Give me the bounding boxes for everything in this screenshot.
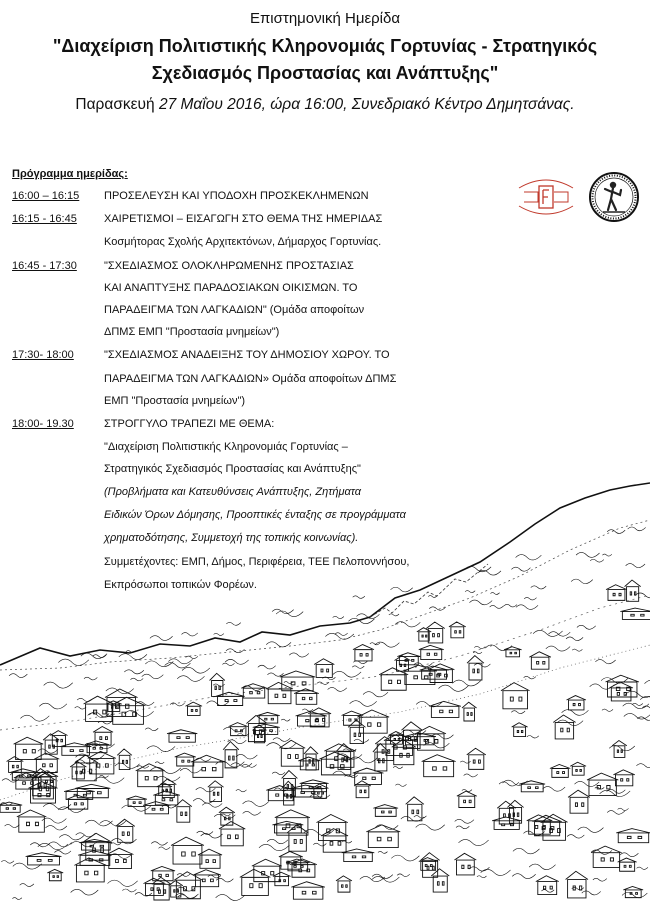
vegetation-sketch [511,567,530,571]
vegetation-sketch [267,673,283,676]
vegetation-sketch [531,586,546,589]
house-sketch [107,848,134,868]
vegetation-sketch [635,593,650,598]
vegetation-sketch [462,789,472,791]
slot-text: Συμμετέχοντες: ΕΜΠ, Δήμος, Περιφέρεια, ΤΕΕ Πελοποννήσου, [104,556,410,568]
vegetation-sketch [216,894,245,900]
house-sketch [357,710,389,733]
house-sketch [308,708,331,727]
house-sketch [273,872,291,885]
slot-text: χρηματοδότησης, Συμμετοχή της τοπικής κοινωνίας). [104,532,359,544]
house-sketch [257,712,280,723]
vegetation-sketch [473,652,482,654]
house-sketch [171,837,204,864]
vegetation-sketch [20,715,49,721]
house-sketch [620,608,650,619]
vegetation-sketch [276,611,303,617]
house-sketch [501,683,530,709]
vegetation-sketch [464,774,478,777]
slot-text: (Προβλήματα και Κατευθύνσεις Ανάπτυξης, Ζητήματα [104,486,361,498]
vegetation-sketch [607,811,625,815]
vegetation-sketch [177,676,204,682]
house-sketch [449,622,466,638]
vegetation-sketch [571,579,593,584]
vegetation-sketch [516,555,542,560]
slot-time: 16:00 – 16:15 [12,190,80,202]
vegetation-sketch [574,781,599,786]
house-sketch [373,805,398,817]
vegetation-sketch [618,808,629,810]
event-date [0,96,650,114]
vegetation-sketch [180,768,202,772]
vegetation-sketch [542,787,565,792]
house-sketch [454,853,476,875]
vegetation-sketch [504,604,517,607]
vegetation-sketch [566,637,583,641]
vegetation-sketch [626,564,645,568]
vegetation-sketch [12,898,21,900]
house-sketch [117,749,132,770]
house-sketch [550,765,570,778]
vegetation-sketch [272,609,294,614]
vegetation-sketch [193,799,215,804]
vegetation-sketch [108,880,138,886]
vegetation-sketch [363,692,388,697]
house-sketch [354,781,371,798]
date-details: 27 Μαΐου 2016, ώρα 16:00, Συνεδριακό Κέντρο Δημητσάνας. [158,96,575,113]
house-sketch [14,737,44,759]
house-sketch [353,645,374,661]
vegetation-sketch [196,788,216,792]
house-sketch [529,652,551,669]
vegetation-sketch [75,707,86,709]
vegetation-sketch [202,803,222,807]
vegetation-sketch [1,861,14,864]
vegetation-sketch [513,848,540,854]
house-sketch [373,744,389,771]
vegetation-sketch [397,874,410,877]
house-sketch [136,764,165,787]
vegetation-sketch [455,819,474,823]
house-sketch [616,829,650,843]
vegetation-sketch [533,630,563,636]
vegetation-sketch [395,622,420,627]
vegetation-sketch [124,711,153,717]
house-sketch [606,585,627,601]
vegetation-sketch [546,646,570,651]
vegetation-sketch [94,777,124,783]
vegetation-sketch [195,758,210,761]
vegetation-sketch [395,784,406,786]
vegetation-sketch [499,782,519,786]
vegetation-sketch [197,831,213,834]
vegetation-sketch [124,670,144,674]
vegetation-sketch [59,835,84,840]
vegetation-sketch [222,663,234,666]
house-sketch [208,781,224,802]
vegetation-sketch [595,660,615,664]
house-sketch [186,702,203,715]
house-sketch [34,753,59,772]
village-hillside-illustration [0,480,650,903]
vegetation-sketch [44,682,73,688]
house-sketch [568,790,590,813]
vegetation-sketch [136,702,154,706]
vegetation-sketch [333,616,344,618]
house-sketch [287,825,308,851]
vegetation-sketch [391,587,413,592]
vegetation-sketch [243,811,261,815]
slot-text: Εκπρόσωποι τοπικών Φορέων. [104,579,257,591]
vegetation-sketch [84,677,97,680]
house-sketch [78,851,112,866]
house-sketch [567,696,586,710]
vegetation-sketch [145,728,158,731]
house-sketch [566,871,588,898]
vegetation-sketch [354,739,369,742]
house-sketch [467,656,484,680]
vegetation-sketch [622,893,647,898]
slot-time: 16:15 - 16:45 [12,213,77,225]
house-sketch [618,858,637,871]
slot-time: 17:30- 18:00 [12,349,74,361]
slot-text: Ειδικών Όρων Δόμησης, Προοπτικές ένταξης σε προγράμματα [104,509,406,521]
house-sketch [143,802,170,814]
vegetation-sketch [258,665,276,669]
vegetation-sketch [620,853,638,857]
vegetation-sketch [186,656,198,659]
house-sketch [84,696,114,721]
house-sketch [342,849,375,862]
vegetation-sketch [266,642,291,647]
vegetation-sketch [48,842,71,847]
vegetation-sketch [393,767,403,769]
slot-text: Κοσμήτορας Σχολής Αρχιτεκτόνων, Δήμαρχος Γορτυνίας. [104,236,382,248]
vegetation-sketch [474,646,485,648]
vegetation-sketch [272,772,285,775]
house-sketch [316,815,347,841]
vegetation-sketch [582,891,601,895]
vegetation-sketch [372,876,400,882]
vegetation-sketch [438,685,468,691]
vegetation-sketch [512,874,535,879]
house-sketch [174,872,202,899]
house-sketch [93,726,113,745]
house-sketch [7,757,24,773]
house-sketch [0,802,22,812]
vegetation-sketch [289,653,309,657]
vegetation-sketch [353,596,365,599]
event-subtitle: Επιστημονική Ημερίδα [249,10,401,27]
vegetation-sketch [155,762,164,764]
house-sketch [587,773,618,795]
vegetation-sketch [333,671,361,677]
vegetation-sketch [349,757,377,763]
vegetation-sketch [302,709,313,711]
house-sketch [167,730,197,742]
vegetation-sketch [637,867,648,869]
vegetation-sketch [342,841,352,843]
slot-text: ΚΑΙ ΑΝΑΠΤΥΞΗΣ ΠΑΡΑΔΟΣΙΑΚΩΝ ΟΙΚΙΣΜΩΝ. ΤΟ [104,282,358,294]
vegetation-sketch [644,680,650,686]
vegetation-sketch [54,851,71,854]
house-sketch [223,742,239,768]
houses-group [0,527,650,901]
vegetation-sketch [122,889,136,892]
vegetation-sketch [478,570,501,575]
slot-text: "ΣΧΕΔΙΑΣΜΟΣ ΟΛΟΚΛΗΡΩΜΕΝΗΣ ΠΡΟΣΤΑΣΙΑΣ [104,260,354,272]
house-sketch [429,701,461,717]
house-sketch [553,715,575,739]
vegetation-sketch [572,649,582,651]
vegetation-sketch [150,636,173,641]
house-sketch [431,869,449,892]
house-sketch [570,762,586,775]
vegetation-sketch [5,824,20,827]
slot-text: Στρατηγικός Σχεδιασμός Προστασίας και Ανάπτυξης" [104,463,361,475]
vegetation-sketch [9,674,27,678]
vegetation-sketch [350,701,377,707]
vegetation-sketch [452,680,480,686]
slot-text: ΔΠΜΣ ΕΜΠ "Προστασία μνημείων") [104,326,280,338]
vegetation-sketch [259,844,290,850]
house-sketch [519,781,545,792]
vegetation-sketch [636,764,650,768]
vegetation-sketch [590,684,615,689]
house-sketch [389,732,405,745]
house-sketch [336,876,352,892]
vegetation-sketch [182,667,210,673]
vegetation-sketch [130,678,143,681]
vegetation-sketch [226,622,241,625]
vegetation-sketch [578,827,604,832]
slot-text: "ΣΧΕΔΙΑΣΜΟΣ ΑΝΑΔΕΙΞΗΣ ΤΟΥ ΔΗΜΟΣΙΟΥ ΧΩΡΟΥ. ΤΟ [104,349,390,361]
house-sketch [462,702,477,721]
vegetation-sketch [142,674,164,678]
vegetation-sketch [273,738,290,742]
vegetation-sketch [43,804,71,810]
vegetation-sketch [122,805,151,811]
vegetation-sketch [42,818,66,823]
vegetation-sketch [602,554,611,556]
vegetation-sketch [20,884,34,887]
vegetation-sketch [159,847,171,849]
vegetation-sketch [145,661,173,667]
slot-text: ΠΡΟΣΕΛΕΥΣΗ ΚΑΙ ΥΠΟΔΟΧΗ ΠΡΟΣΚΕΚΛΗΜΕΝΩΝ [104,190,369,202]
vegetation-sketch [267,839,288,843]
house-sketch [291,882,324,899]
vegetation-sketch [469,600,492,605]
house-sketch [512,723,528,737]
vegetation-sketch [214,633,224,635]
vegetation-sketch [529,864,555,870]
slot-text: ΠΑΡΑΔΕΙΓΜΑ ΤΩΝ ΛΑΓΚΑΔΙΩΝ» Ομάδα αποφοίτων ΔΠΜΣ [104,373,397,385]
house-sketch [216,692,245,705]
vegetation-sketch [511,711,525,714]
house-sketch [50,731,67,747]
vegetation-sketch [243,801,269,806]
house-sketch [314,659,334,678]
house-sketch [625,580,641,601]
vegetation-sketch [389,614,399,616]
event-title-line1: "Διαχείριση Πολιτιστικής Κληρονομιάς Γορτυνίας - Στρατηγικός [52,36,598,56]
slot-text: "Διαχείριση Πολιτιστικής Κληρονομιάς Γορτυνίας – [104,441,348,453]
house-sketch [67,795,90,809]
slot-text: ΠΑΡΑΔΕΙΓΜΑ ΤΩΝ ΛΑΓΚΑΔΙΩΝ" (Ομάδα αποφοίτων [104,304,365,316]
vegetation-sketch [593,878,607,881]
vegetation-sketch [119,654,147,660]
house-sketch [266,682,293,703]
date-prefix: Παρασκευή [75,96,159,113]
vegetation-sketch [567,835,584,839]
vegetation-sketch [151,842,167,845]
house-sketch [191,755,225,777]
slot-text: ΧΑΙΡΕΤΙΣΜΟΙ – ΕΙΣΑΓΩΓΗ ΣΤΟ ΘΕΜΑ ΤΗΣ ΗΜΕΡΙΔΑΣ [104,213,383,225]
vegetation-sketch [465,591,475,593]
vegetation-sketch [313,843,326,846]
vegetation-sketch [226,649,245,653]
vegetation-sketch [591,850,612,854]
vegetation-sketch [458,839,488,845]
house-sketch [240,869,271,895]
vegetation-sketch [150,767,181,773]
vegetation-sketch [607,530,625,534]
house-sketch [612,741,627,758]
vegetation-sketch [562,710,589,716]
ntua-seal-logo [588,168,640,226]
vegetation-sketch [181,633,197,636]
vegetation-sketch [477,876,487,878]
vegetation-sketch [469,867,490,871]
vegetation-sketch [429,607,445,610]
vegetation-sketch [328,687,347,691]
vegetation-sketch [236,790,247,792]
vegetation-sketch [602,709,613,711]
vegetation-sketch [516,605,538,610]
vegetation-sketch [576,552,599,557]
vegetation-sketch [370,643,380,645]
vegetation-sketch [147,746,175,752]
vegetation-sketch [490,605,504,608]
house-sketch [457,791,477,807]
vegetation-sketch [201,834,223,839]
vegetation-sketch [115,763,140,768]
vegetation-sketch [391,855,419,861]
vegetation-sketch [378,851,387,853]
house-sketch [17,810,47,832]
vegetation-sketch [111,843,121,845]
vegetation-sketch [39,703,67,709]
vegetation-sketch [45,826,66,830]
vegetation-sketch [490,593,499,595]
vegetation-sketch [352,666,364,669]
vegetation-sketch [325,633,353,639]
slot-time: 18:00- 19.30 [12,418,74,430]
house-sketch [279,740,305,766]
house-sketch [504,647,522,657]
slot-time: 16:45 - 17:30 [12,260,77,272]
slot-text: ΣΤΡΟΓΓΥΛΟ ΤΡΑΠΕΖΙ ΜΕ ΘΕΜΑ: [104,418,275,430]
house-sketch [623,886,643,897]
vegetation-sketch [236,754,258,758]
house-sketch [210,673,225,696]
house-sketch [47,869,63,880]
vegetation-sketch [81,653,107,658]
house-sketch [467,748,486,769]
house-sketch [417,628,431,641]
vegetation-sketch [624,713,650,719]
event-title-line2: Σχεδιασμός Προστασίας και Ανάπτυξης" [151,63,499,83]
program-label: Πρόγραμμα ημερίδας: [12,168,128,180]
vegetation-sketch [58,659,88,665]
slot-text: ΕΜΠ "Προστασία μνημείων") [104,395,246,407]
house-sketch [169,881,183,897]
vegetation-sketch [590,559,604,562]
house-sketch [591,846,621,867]
house-sketch [422,755,456,777]
house-sketch [419,645,444,659]
vegetation-sketch [456,826,469,829]
vegetation-sketch [375,642,399,647]
house-sketch [43,734,59,754]
architecture-school-logo [516,168,576,226]
vegetation-sketch [416,824,445,830]
vegetation-sketch [595,787,604,789]
vegetation-sketch [527,736,539,738]
vegetation-sketch [541,890,554,893]
vegetation-sketch [225,659,249,664]
vegetation-sketch [577,625,596,629]
vegetation-sketch [281,719,290,721]
house-sketch [26,853,62,865]
vegetation-sketch [523,831,544,835]
house-sketch [536,876,559,895]
vegetation-sketch [628,527,646,531]
vegetation-sketch [71,889,99,895]
house-sketch [348,720,365,744]
vegetation-sketch [414,816,427,819]
house-sketch [253,724,280,734]
vegetation-sketch [524,597,536,600]
house-sketch [70,762,86,779]
